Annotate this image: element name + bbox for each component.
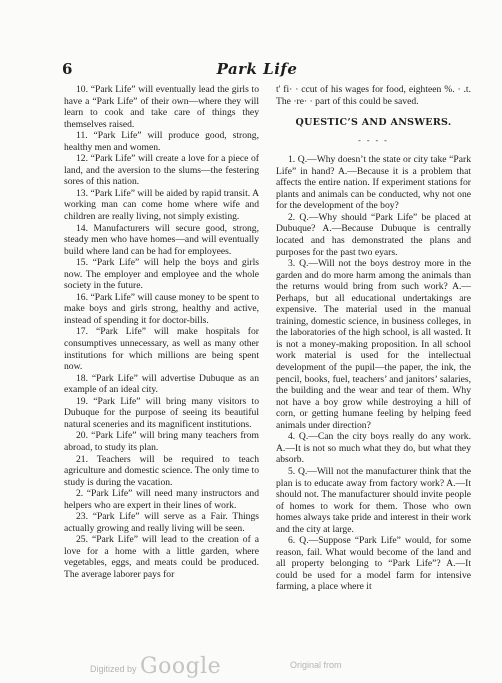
digitized-by-label: Digitized by: [90, 664, 137, 674]
numbered-paragraph: 23. “Park Life” will serve as a Fair. Things actually growing and really living will be seen.: [64, 511, 259, 534]
numbered-paragraph: 13. “Park Life” will be aided by rapid transit. A working man can come home where wife and children are really living, not simply existing.: [64, 187, 259, 223]
page-header: [62, 60, 452, 80]
qa-paragraph: 3. Q.—Will not the boys destroy more in the garden and do more harm among the animals than the returns would bring from such work? A.—Perhaps, but all educational undertakings are expensive. The material used in the manual training, domestic science, in business colleges, in the laboratories of the high school, is all wasted. It is not a money-making proposition. In all school work material is used for the intellectual development of the pupil—the paper, the ink, the pencil, books, fuel, teachers’ and janitors’ salaries, the building and the wear and tear of them. Why not have a boy grow while destroying a hill of corn, or getting humane feeling by helping feed animals under direction?: [276, 258, 471, 431]
scan-footer: [0, 654, 502, 683]
numbered-paragraph: 11. “Park Life” will produce good, strong, healthy men and women.: [64, 130, 259, 153]
qa-paragraph: 5. Q.—Will not the manufacturer think that the plan is to educate away from factory work? A.—It should not. The manufacturer should invite people of homes to work for them. Those who own homes always take pride and interest in their work and the city at large.: [276, 465, 471, 535]
google-logo: Google: [140, 654, 222, 679]
numbered-paragraph: 16. “Park Life” will cause money to be spent to make boys and girls strong, healthy and active, instead of spending it for doctor-bills.: [64, 291, 259, 326]
numbered-paragraph: 21. Teachers will be required to teach agriculture and domestic science. The only time to study is during the vacation.: [64, 453, 259, 488]
numbered-paragraph: 14. Manufacturers will secure good, strong, steady men who have homes—and will eventually build where land can be had for employees.: [64, 222, 259, 257]
numbered-paragraph: 25. “Park Life” will lead to the creation of a love for a home with a little garden, where vegetables, eggs, and meats could be produced. The average laborer pays for: [64, 534, 259, 580]
section-heading: QUESTIC’S AND ANSWERS.: [295, 117, 452, 129]
continued-paragraph: t' fi· · ccut of his wages for food, eighteen %. · .t. The ·re· · part of this could be saved.: [276, 84, 471, 107]
numbered-paragraph: 18. “Park Life” will advertise Dubuque as an example of an ideal city.: [64, 372, 259, 396]
qa-paragraph: 1. Q.—Why doesn’t the state or city take “Park Life” in hand? A.—Because it is a problem that affects the entire nation. If experiment stations for plants and animals can be conducted, why not one for the development of the boy?: [276, 154, 471, 212]
left-column: [64, 84, 259, 581]
numbered-paragraph: 20. “Park Life” will bring many teachers from abroad, to study its plan.: [64, 430, 259, 453]
right-column: [276, 84, 471, 593]
qa-paragraph: 4. Q.—Can the city boys really do any work. A.—It is not so much what they do, but what they absorb.: [276, 431, 471, 466]
qa-list: [276, 154, 471, 593]
page-number: 6: [62, 60, 73, 78]
numbered-paragraph: 15. “Park Life” will help the boys and girls now. The employer and employee and the whole society in the future.: [64, 257, 259, 292]
numbered-paragraph: 2. “Park Life” will need many instructors and helpers who are expert in their lines of work.: [64, 488, 259, 511]
qa-paragraph: 2. Q.—Why should “Park Life” be placed at Dubuque? A.—Because Dubuque is centrally located and has demonstrated the plans and purposes for the past two eyars.: [276, 211, 471, 258]
section-divider: - - - -: [358, 135, 389, 145]
numbered-paragraph: 19. “Park Life” will bring many visitors to Dubuque for the purpose of seeing its beautiful natural sceneries and its magnificent institutions.: [64, 395, 259, 430]
numbered-paragraph: 12. “Park Life” will create a love for a piece of land, and the aversion to the slums—the festering sores of this nation.: [64, 153, 259, 188]
original-from-label: Original from: [290, 660, 342, 670]
qa-paragraph: 6. Q.—Suppose “Park Life” would, for some reason, fail. What would become of the land and all property belonging to “Park Life”? A.—It could be used for a model farm for intensive farming, a place where it: [276, 535, 471, 593]
numbered-paragraph: 10. “Park Life” will eventually lead the girls to have a “Park Life” of their own—where they will learn to cook and take care of things they themselves raised.: [64, 84, 259, 130]
running-title: Park Life: [216, 60, 298, 78]
numbered-paragraph: 17. “Park Life” will make hospitals for consumptives unnecessary, as well as many other institutions for which millions are being spent now.: [64, 326, 259, 373]
